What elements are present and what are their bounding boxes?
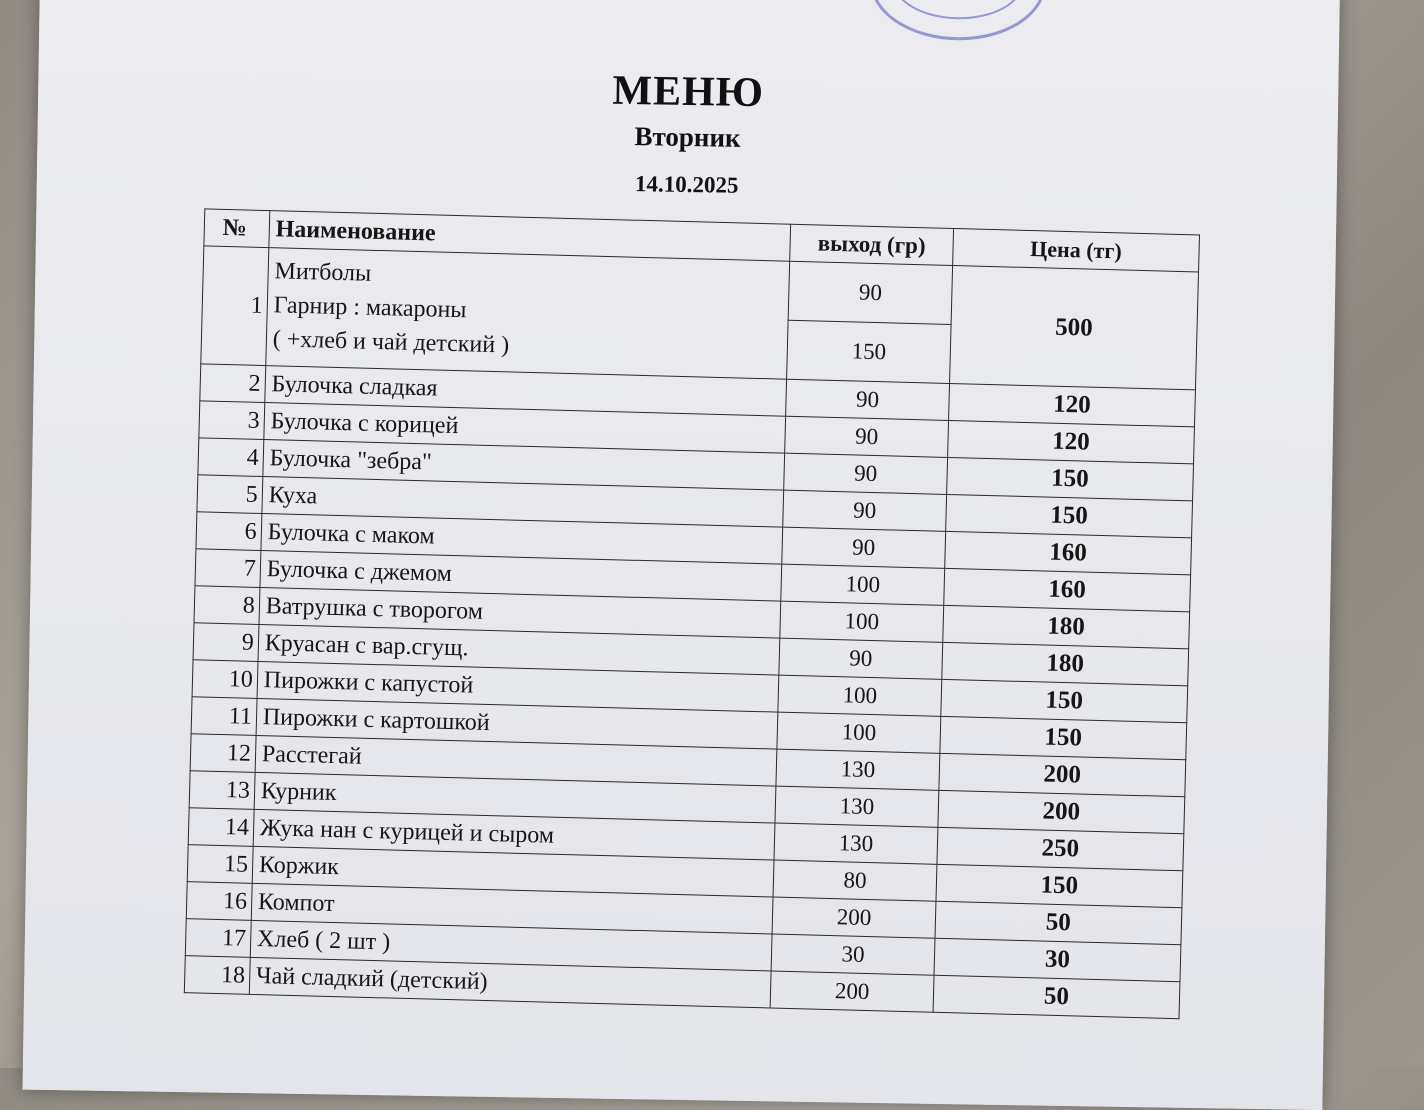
- column-header-num: №: [204, 209, 270, 248]
- dish-output: 90: [786, 379, 949, 420]
- row-number: 1: [201, 246, 269, 366]
- dish-output: 100: [778, 675, 941, 716]
- row-number: 10: [192, 660, 258, 699]
- dish-name: Расстегай: [255, 735, 777, 786]
- menu-day: Вторник: [634, 121, 741, 153]
- dish-output: 200: [770, 971, 933, 1012]
- row-number: 13: [189, 771, 255, 810]
- dish-output: 30: [771, 934, 934, 975]
- dish-name: Жука нан с курицей и сыром: [253, 809, 775, 860]
- dish-price: 50: [935, 901, 1182, 944]
- row-number: 6: [196, 512, 262, 551]
- dish-price: 200: [938, 790, 1185, 833]
- menu-date: 14.10.2025: [634, 171, 739, 198]
- dish-output: 90: [783, 490, 946, 531]
- dish-output: 90: [782, 527, 945, 568]
- row-number: 9: [193, 623, 259, 662]
- dish-name: Ватрушка с творогом: [259, 587, 781, 638]
- dish-name: Коржик: [252, 846, 774, 897]
- dish-price: 120: [948, 383, 1195, 426]
- dish-name-line: Митболы: [274, 258, 372, 287]
- dish-output: 90: [785, 416, 948, 457]
- column-header-price: Цена (тг): [952, 229, 1199, 272]
- dish-price: 150: [941, 679, 1188, 722]
- row-number: 12: [190, 734, 256, 773]
- row-number: 8: [194, 586, 260, 625]
- dish-price: 150: [946, 457, 1193, 500]
- dish-price: 150: [945, 494, 1192, 537]
- dish-output: 130: [776, 749, 939, 790]
- dish-output: 150: [787, 320, 951, 383]
- dish-name: Компот: [251, 883, 773, 934]
- dish-output: 80: [773, 860, 936, 901]
- menu-sheet: [22, 0, 1339, 1110]
- row-number: 7: [195, 549, 261, 588]
- dish-price: 150: [940, 716, 1187, 759]
- dish-name-line: ( +хлеб и чай детский ): [272, 326, 510, 359]
- row-number: 18: [184, 956, 250, 995]
- dish-name: Круасан с вар.сгущ.: [258, 624, 780, 675]
- row-number: 4: [198, 438, 264, 477]
- row-number: 16: [186, 882, 252, 921]
- dish-name: Курник: [254, 772, 776, 823]
- dish-price: 30: [934, 938, 1181, 981]
- dish-price: 150: [936, 864, 1183, 907]
- menu-table: [184, 208, 1200, 1019]
- menu-title: МЕНЮ: [612, 67, 765, 117]
- dish-price: 500: [949, 266, 1198, 390]
- dish-output: 90: [784, 453, 947, 494]
- official-stamp: [869, 0, 1047, 42]
- dish-output: 130: [774, 823, 937, 864]
- dish-price: 180: [943, 605, 1190, 648]
- dish-name: Пирожки с капустой: [257, 661, 779, 712]
- row-number: 17: [185, 919, 251, 958]
- dish-name: Булочка с джемом: [260, 550, 782, 601]
- dish-name: [266, 248, 790, 380]
- dish-name-line: Гарнир : макароны: [273, 292, 467, 324]
- dish-output: 100: [781, 564, 944, 605]
- row-number: 15: [187, 845, 253, 884]
- dish-output: 100: [780, 601, 943, 642]
- row-number: 14: [188, 808, 254, 847]
- dish-name: Булочка сладкая: [265, 366, 787, 417]
- dish-name: Булочка с корицей: [264, 403, 786, 454]
- dish-output: 100: [777, 712, 940, 753]
- row-number: 2: [200, 364, 266, 403]
- dish-output: 130: [775, 786, 938, 827]
- row-number: 3: [199, 401, 265, 440]
- dish-price: 160: [945, 531, 1192, 574]
- dish-price: 250: [937, 827, 1184, 870]
- dish-price: 50: [933, 975, 1180, 1018]
- dish-output: 90: [779, 638, 942, 679]
- dish-name: Пирожки с картошкой: [256, 698, 778, 749]
- column-header-output: выход (гр): [790, 224, 953, 265]
- dish-name: Хлеб ( 2 шт ): [250, 920, 772, 971]
- row-number: 5: [197, 475, 263, 514]
- dish-price: 200: [939, 753, 1186, 796]
- dish-price: 120: [947, 420, 1194, 463]
- dish-output: 90: [788, 261, 952, 324]
- row-number: 11: [191, 697, 257, 736]
- dish-name: Куха: [262, 477, 784, 528]
- dish-name: Чай сладкий (детский): [249, 957, 771, 1008]
- dish-price: 180: [942, 642, 1189, 685]
- dish-output: 200: [772, 897, 935, 938]
- dish-price: 160: [944, 568, 1191, 611]
- column-header-name: Наименование: [269, 211, 791, 262]
- dish-name: Булочка "зебра": [263, 440, 785, 491]
- dish-name: Булочка с маком: [261, 514, 783, 565]
